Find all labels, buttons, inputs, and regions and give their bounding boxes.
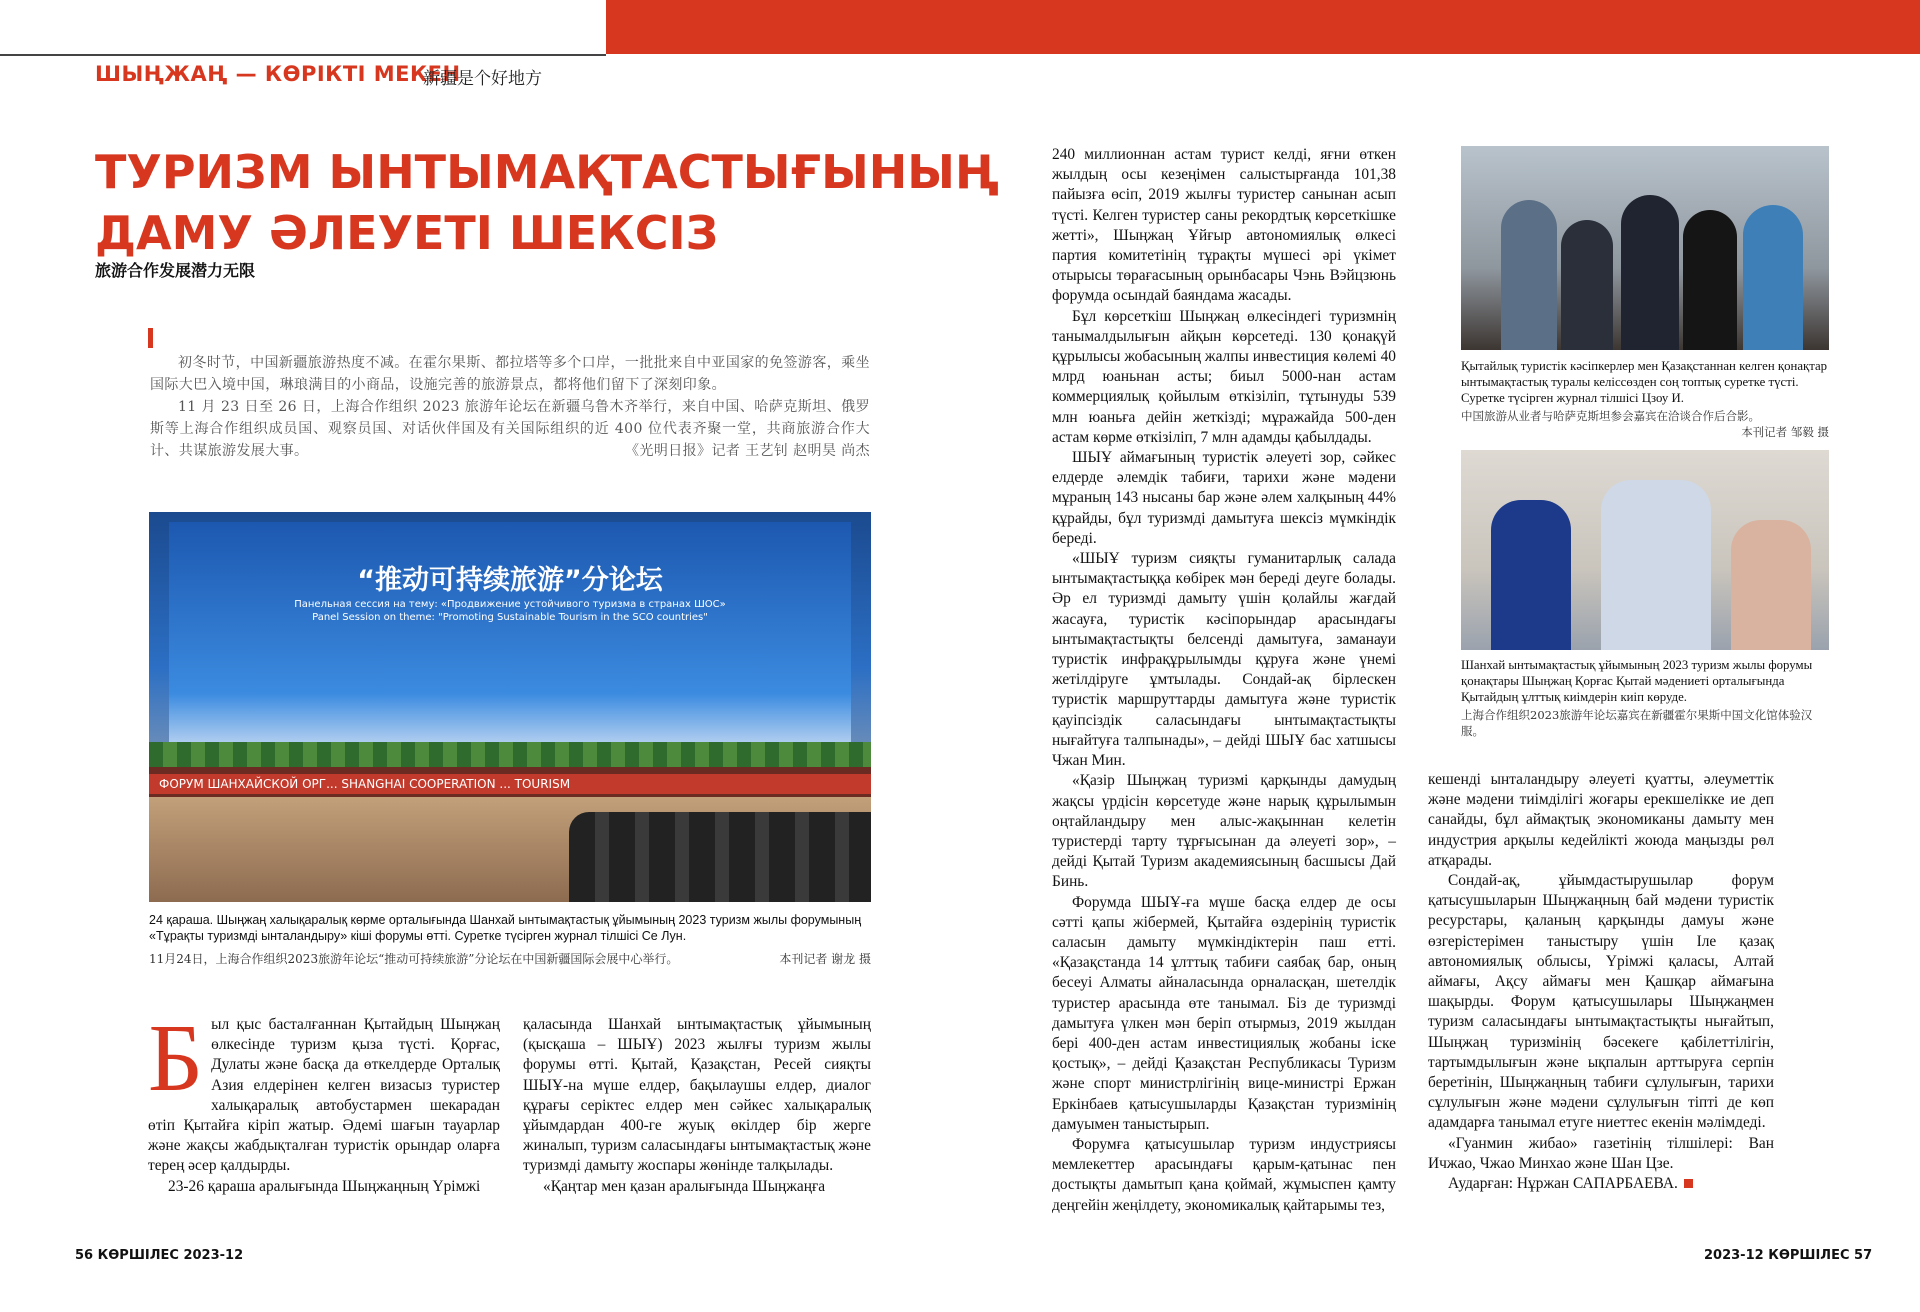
body-paragraph: 23-26 қараша аралығында Шыңжаңның Үрімжі [168, 1177, 481, 1195]
top-accent-bar [606, 0, 1920, 54]
body-paragraph: Форумға қатысушылар туризм индустриясы мемлекеттер арасындағы қарым-қатынас пен достықты дамытып қана қоймай, жұмыспен қамту деңгейін жеңілдету, экономикалық қайтарымы тез, [1052, 1135, 1396, 1214]
group-photo-caption: Қытайлық туристік кәсіпкерлер мен Қазақстаннан келген қонақтар ынтымақтастық туралы келіссөзден соң топтық суретке түсті. Суретке түсірген журнал тілшісі Цзоу И. [1461, 359, 1828, 405]
folio-left: 56 КӨРШІЛЕС 2023-12 [75, 1248, 244, 1263]
body-text: ыл қыс басталғаннан Қытайдың Шыңжаң өлкесінде туризм қыза түсті. Қорғас, Дулаты және басқа да өткелдерде Орталық Азия елдерінен келген визасыз туристер халықаралық автобустармен шекарадан өтіп Қытайға кіріп жатыр. Әдемі шағын тауарлар және жақсы жабдықталған туристік орындар оларға терең әсер қалдырды. [148, 1016, 500, 1175]
translator: Аударған: Нұржан САПАРБАЕВА. [1448, 1175, 1678, 1193]
body-column-2 [523, 1015, 871, 1197]
caption-cn-text: 中国旅游从业者与哈萨克斯坦参会嘉宾在洽谈合作后合影。 [1461, 409, 1760, 423]
body-paragraph: кешенді ынталандыру әлеуеті қуатты, әлеуметтік және мәдени тиімділігі жоғары ерекшелікке ие деп санайды, бұл аймақтық экономиканы дамыту мен индустрия арқылы кедейлікті жоюда маңызды рөл атқарады. [1428, 771, 1774, 869]
caption-cn-credit: 本刊记者 谢龙 摄 [779, 952, 871, 966]
section-title: ШЫҢЖАҢ — КӨРІКТІ МЕКЕН [95, 62, 461, 86]
forum-photo-caption: 24 қараша. Шыңжаң халықаралық көрме орталығында Шанхай ынтымақтастық ұйымының 2023 туризм жылы форумының «Тұрақты туризмді ынталандыру» кіші форумы өтті. Суретке түсірген журнал тілшісі Се Лун. [149, 913, 862, 943]
body-paragraph: «Қазір Шыңжаң туризмі қарқынды дамудың жақсы үрдісін көрсетуде және нарық құрылымын оңтайландыру мен алыс-жақыннан келетін туристерді тарту тұрғысынан да әлеуеті зор», – дейді Қытай Туризм академиясының басшысы Дай Бинь. [1052, 772, 1396, 891]
person [1683, 210, 1737, 350]
person [1621, 195, 1679, 350]
body-paragraph: Сондай-ақ, ұйымдастырушылар форум қатысушыларын Шыңжаңның бай мәдени туристік ресурстары, қаланың қарқынды дамуы және өзгерістерімен таныстыру үшін Іле қазақ автономиялық облысы, Үрімжі қаласы, Алтай аймағы, Ақсу аймағы мен Қашқар аймағына шақырды. Форум қатысушылары Шыңжаңмен туризм саласындағы ынтымақтастықты нығайтып, Шыңжаң туризмінің бәсекеге қабілеттілігін, тартымдылығын және ықпалын арттыруға серпін беретінін, Шыңжаңның табиғи сұлулығын, тарихи сұлулығын және мәдени сұлулығын тіпті де көп адамдарға танымал етуге ниеттес екенін мәлімдеді. [1428, 872, 1774, 1132]
person [1743, 205, 1803, 350]
body-paragraph: Бұл көрсеткіш Шыңжаң өлкесіндегі туризмнің танымалдылығын айқын көрсетеді. 130 қонақүй құрылысы жобасының жалпы инвестиция көлемі 40 млрд юаньнан асты; биыл 5000-нан астам коммерциялық қойылым өткізіліп, тұтынуды 539 млн юаньға дейін жеткізді; мұражайда 500-ден астам көрме өткізіліп, 7 млн адамды қабылдады. [1052, 307, 1396, 446]
body-paragraph: «Гуанмин жибао» газетінің тілшілері: Ван Ичжао, Чжао Минхао және Шан Цзе. [1428, 1134, 1774, 1172]
person [1561, 220, 1613, 350]
screen-title: “推动可持续旅游”分论坛 [357, 565, 663, 596]
lead-paragraph-2: 11 月 23 日至 26 日，上海合作组织 2023 旅游年论坛在新疆乌鲁木齐举行，来自中国、哈萨克斯坦、俄罗斯等上海合作组织成员国、观察员国、对话伙伴国及有关国际组织的近 400 位代表齐聚一堂，共商旅游合作大计、共谋旅游发展大事。 [150, 399, 870, 459]
drop-cap: Б [148, 1004, 204, 1111]
lead-credit: 《光明日报》记者 王艺钊 赵明昊 尚杰 [625, 443, 870, 459]
lead-paragraph-1: 初冬时节，中国新疆旅游热度不减。在霍尔果斯、都拉塔等多个口岸，一批批来自中亚国家的免签游客，乘坐国际大巴入境中国，琳琅满目的小商品，设施完善的旅游景点，都将他们留下了深刻印象。 [150, 355, 870, 393]
body-column-1 [148, 1004, 500, 1197]
end-mark [1684, 1179, 1693, 1188]
caption-cn-credit: 本刊记者 邹毅 摄 [1741, 425, 1829, 439]
title-line-1: ТУРИЗМ ЫНТЫМАҚТАСТЫҒЫНЫҢ [95, 145, 999, 199]
stage-screen [169, 522, 851, 767]
lead-marker [148, 328, 153, 348]
costume-photo [1461, 450, 1829, 650]
group-photo-caption-cn [1461, 408, 1829, 440]
folio-right: 2023-12 КӨРШІЛЕС 57 [1704, 1248, 1873, 1263]
body-paragraph: ШЫҰ аймағының туристік әлеуеті зор, сәйкес елдерде әлемдік табиғи, тарихи және мәдени мұраның 143 нысаны бар және әлем халқының 44% құрайды, бұл туризмді дамытуға шексіз мүмкіндік береді. [1052, 449, 1396, 547]
screen-subtitle-en: Panel Session on theme: "Promoting Sustainable Tourism in the SCO countries" [312, 612, 708, 623]
screen-subtitle-ru: Панельная сессия на тему: «Продвижение устойчивого туризма в странах ШОС» [294, 599, 726, 610]
person [1501, 200, 1557, 350]
costume-photo-caption-cn: 上海合作组织2023旅游年论坛嘉宾在新疆霍尔果斯中国文化馆体验汉服。 [1461, 708, 1813, 738]
person [1601, 480, 1711, 650]
caption-cn-text: 11月24日，上海合作组织2023旅游年论坛“推动可持续旅游”分论坛在中国新疆国际会展中心举行。 [149, 952, 679, 966]
body-paragraph [148, 1004, 500, 1177]
person [1491, 500, 1571, 650]
article-subtitle-cn: 旅游合作发展潜力无限 [95, 261, 256, 280]
body-paragraph: «ШЫҰ туризм сияқты гуманитарлық салада ынтымақтастыққа көбірек мән береді деуге болады. Әр ел туризмді дамыту үшін қолайлы жағдай жасауға, туристік кәсіпорындар арасындағы ынтымақтастықты белсенді дамытуға, заманауи туристік инфрақұрылымды құруға және үнемі жетілдіруге ұмтылады. Сондай-ақ бірлескен туристік маршруттарды дамытуға және туристік қауіпсіздік саласындағы ынтымақтастықты нығайтуға талпынады», – дейді ШЫҰ бас хатшысы Чжан Мин. [1052, 550, 1396, 770]
lead-paragraphs [150, 352, 870, 462]
body-column-4 [1428, 770, 1774, 1194]
audience [569, 812, 871, 902]
group-photo [1461, 146, 1829, 350]
stage-banner: ФОРУМ ШАНХАЙСКОЙ ОРГ... SHANGHAI COOPERATION ... TOURISM [149, 774, 871, 794]
body-paragraph: «Қаңтар мен қазан аралығында Шыңжаңға [543, 1177, 826, 1195]
body-paragraph: қаласында Шанхай ынтымақтастық ұйымының (қысқаша – ШЫҰ) 2023 жылғы туризм жылы форумы өтті. Қытай, Қазақстан, Ресей сияқты ШЫҰ-на мүше елдер, бақылаушы елдер, диалог құрағы серіктес елдер мен сәйкес халықаралық ұйымдардан 400-ге жуық өкілдер бір жерге жиналып, туризм саласындағы ынтымақтастық және туризмді дамыту жоспары жөнінде талқылады. [523, 1016, 871, 1175]
body-column-3 [1052, 145, 1396, 1216]
article-title [95, 142, 999, 264]
screen-subtitle [169, 598, 851, 624]
section-title-cn: 新疆是个好地方 [423, 69, 542, 89]
body-paragraph [1428, 1174, 1774, 1194]
title-line-2: ДАМУ ӘЛЕУЕТІ ШЕКСІЗ [95, 206, 719, 260]
body-paragraph: 240 миллионнан астам турист келді, яғни өткен жылдың осы кезеңімен салыстырғанда 101,38 пайызға өсіп, 2019 жылғы туристер санынан асып түсті. Келген туристер саны рекордтық көрсеткішке жетті», Шыңжаң Ұйғыр автономиялық өлкесі партия комитетінің тұрақты мүшесі әрі үкімет отырысы төрағасының орынбасары Чэнь Вэйцзюнь форумда осындай баяндама жасады. [1052, 146, 1396, 305]
forum-photo-caption-cn [149, 950, 871, 967]
forum-photo [149, 512, 871, 902]
costume-photo-caption: Шанхай ынтымақтастық ұйымының 2023 туризм жылы форумы қонақтары Шыңжаң Қорғас Қытай мәдениеті орталығында Қытайдың ұлттық киімдерін киіп көруде. [1461, 658, 1813, 704]
header-rule [0, 54, 606, 56]
body-paragraph: Форумда ШЫҰ-ға мүше басқа елдер де осы сәтті қапы жібермей, Қытайға өздерінің туристік саласын дамыту мүмкіндіктерін паш етті. «Қазақстанда 14 ұлттық табиғи саябақ бар, оның бесеуі Алматы айналасында орналасқан, шетелдік туристер арасында өте танымал. Біз де туризмді дамытуға үлкен мән беріп отырмыз, 2019 жылдан бері 400-ден астам инвестициялық жобаны іске қостық», – дейді Қазақстан Республикасы Туризм және спорт министрлігінің вице-министрі Ержан Еркінбаев қатысушыларды Қазақстан туризмінің дамуымен таныстырып. [1052, 893, 1396, 1133]
person [1731, 520, 1811, 650]
